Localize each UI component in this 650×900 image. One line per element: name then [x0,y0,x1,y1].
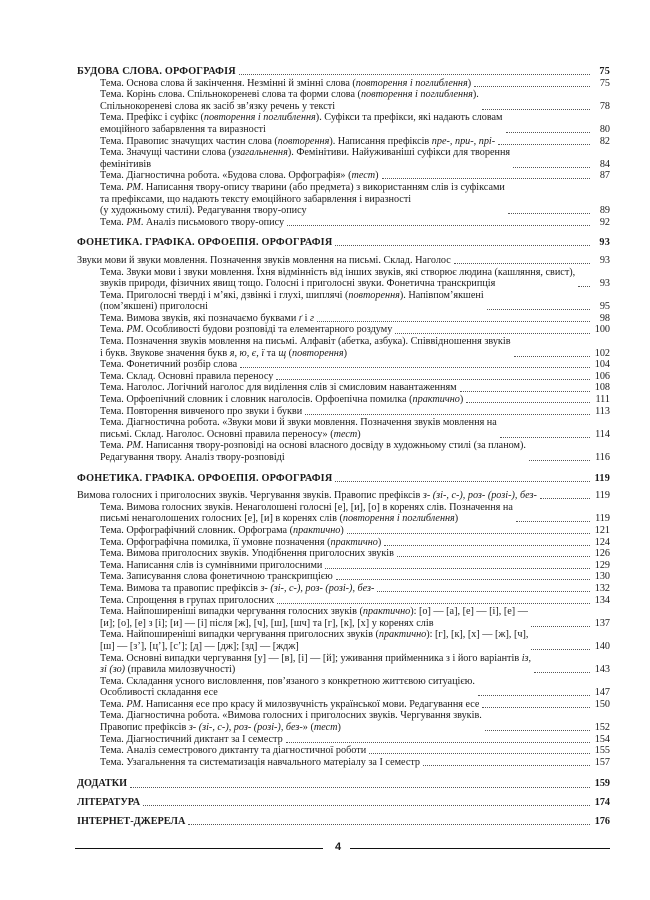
toc-entry-topic [77,371,610,383]
toc-entry-page: 126 [594,548,610,560]
toc-entry-topic [77,440,610,463]
dot-leader [382,178,591,179]
toc-entry-title: Тема. РМ. Написання твору-розповіді на основі власного досвіду в художньому стилі (за планом). Редагування твору. Аналіз твору-розповіді [100,440,526,463]
toc-entry-section [77,66,610,78]
toc-entry-topic [77,629,610,652]
toc-entry-page: 75 [599,77,610,89]
toc-entry-page: 130 [594,571,610,583]
toc-entry-section [77,473,610,485]
toc-entry-page: 154 [594,733,610,745]
toc-entry-topic [77,699,610,711]
toc-entry-title: ІНТЕРНЕТ-ДЖЕРЕЛА [77,815,186,827]
dot-leader [514,356,590,357]
toc-entry-page: 150 [594,698,610,710]
toc-entry-page: 108 [594,382,610,394]
toc-entry-page: 92 [599,216,610,228]
toc-entry-page: 129 [594,559,610,571]
toc-entry-page: 84 [599,158,610,170]
toc-entry-page: 87 [599,170,610,182]
toc-entry-page: 143 [594,664,610,676]
toc-entry-topic [77,324,610,336]
toc-entry-title: Тема. РМ. Написання есе про красу й милозвучність української мови. Редагування есе [100,698,480,710]
dot-leader [325,568,590,569]
dot-leader [485,730,590,731]
dot-leader [347,533,590,534]
toc-entry-topic [77,560,610,572]
toc-entry-title: Тема. Орфоепічний словник і словник наголосів. Орфоепічна помилка (практично) [100,394,464,406]
toc-entry-page: 89 [599,205,610,217]
toc-entry-title: Тема. Основа слова й закінчення. Незмінні й змінні слова (повторення і поглиблення) [100,77,472,89]
toc-entry-page: 75 [599,66,610,77]
toc-entry-page: 119 [594,472,610,484]
dot-leader [508,213,590,214]
toc-entry-title: Тема. Основні випадки чергування [у] — [в], [і] — [й]; уживання прийменника з і його варіантів із, зі (зо) (правила милозвучності) [100,652,532,676]
dot-leader [335,481,590,482]
toc-entry-page: 155 [594,745,610,757]
toc-entry-topic [77,710,610,733]
toc-entry-page: 95 [599,301,610,313]
dot-leader [239,74,590,75]
dot-leader [423,765,590,766]
toc-entry-appendix [77,797,610,809]
toc-entry-page: 98 [599,312,610,324]
dot-leader [277,603,590,604]
toc-entry-page: 93 [599,254,610,266]
toc-entry-title: Тема. Повторення вивченого про звуки і букви [100,405,303,417]
toc-entry-topic [77,606,610,629]
toc-entry-page: 159 [594,778,610,790]
toc-entry-title: Тема. Орфографічний словник. Орфограма (практично) [100,524,344,536]
toc-entry-topic [77,336,610,359]
toc-entry-page: 140 [594,640,610,652]
toc-entry-title: Вимова голосних і приголосних звуків. Чергування звуків. Правопис префіксів з- (зі-, с-), роз- (розі-), без- [77,490,537,502]
toc-entry-topic [77,217,610,229]
toc-entry-topic [77,525,610,537]
dot-leader [335,245,590,246]
dot-leader [369,753,590,754]
toc-entry-topic [77,394,610,406]
toc-entry-topic [77,89,610,112]
toc-entry-title: Тема. Спрощення в групах приголосних [100,594,275,606]
toc-entry-topic [77,182,610,217]
dot-leader [500,437,590,438]
toc-entry-page: 113 [595,405,610,417]
toc-entry-page: 121 [594,524,610,536]
toc-entry-group [77,255,610,267]
toc-entry-topic [77,757,610,769]
toc-entry-title: Тема. Вимова звуків, які позначаємо буквами ґ і г [100,312,315,324]
toc-entry-page: 132 [594,582,610,594]
toc-entry-title: Тема. Аналіз семестрового диктанту та діагностичної роботи [100,745,367,757]
toc-entry-page: 116 [595,452,610,463]
toc-entry-page: 111 [595,394,610,406]
toc-entry-page: 106 [594,370,610,382]
dot-leader [578,286,590,287]
toc-entry-page: 93 [599,237,610,249]
dot-leader [240,367,590,368]
toc-entry-topic [77,406,610,418]
toc-entry-title: Тема. Корінь слова. Спільнокореневі слова та форми слова (повторення і поглиблення). Спільнокореневі слова як засіб зв’язку речень у тексті [100,89,479,112]
dot-leader [286,742,590,743]
toc-entry-topic [77,571,610,583]
toc-entry-title: Тема. Записування слова фонетичною транскрипцією [100,571,333,583]
dot-leader [188,824,590,825]
toc-entry-title: Тема. Складання усного висловлення, пов’язаного з конкретною життєвою ситуацією. Особливості складання есе [100,675,475,699]
toc-entry-page: 102 [594,347,610,359]
dot-leader [487,309,590,310]
toc-entry-title: Тема. Діагностична робота. «Звуки мови й звуки мовлення. Позначення звуків мовлення на письмі. Склад. Наголос. Основні правила переносу» (тест) [100,417,497,440]
dot-leader [305,414,590,415]
dot-leader [482,109,590,110]
toc-entry-title: Тема. Діагностичний диктант за I семестр [100,733,283,745]
dot-leader [384,545,590,546]
toc-entry-page: 80 [599,123,610,135]
toc-entry-title: Звуки мови й звуки мовлення. Позначення звуків мовлення на письмі. Склад. Наголос [77,254,451,266]
toc-entry-topic [77,417,610,440]
toc-entry-topic [77,595,610,607]
toc-entry-topic [77,583,610,595]
toc-entry-title: Тема. Склад. Основні правила переносу [100,370,274,382]
toc-entry-page: 78 [599,100,610,112]
toc-entry-title: Тема. Вимова голосних звуків. Ненаголошені голосні [е], [и], [о] в коренях слів. Позначення на письмі ненаголошених голосних [е], [и] в коренях слів (повторення і поглиблення) [100,501,513,525]
toc-entry-topic [77,653,610,676]
toc-entry-title: ДОДАТКИ [77,778,128,790]
toc-entry-page: 124 [594,536,610,548]
toc-entry-title: Тема. Діагностична робота. «Будова слова. Орфографія» (тест) [100,170,379,182]
toc-entry-page: 82 [599,135,610,147]
dot-leader [513,167,590,168]
dot-leader [478,695,590,696]
dot-leader [534,672,590,673]
toc-entry-page: 100 [594,324,610,336]
toc-entry-topic [77,136,610,148]
dot-leader [454,263,590,264]
toc-entry-title: ФОНЕТИКА. ГРАФІКА. ОРФОЕПІЯ. ОРФОГРАФІЯ [77,237,333,249]
toc-entry-topic [77,502,610,525]
toc-entry-title: ФОНЕТИКА. ГРАФІКА. ОРФОЕПІЯ. ОРФОГРАФІЯ [77,472,333,484]
toc-entry-page: 93 [599,278,610,290]
footer-rule-left [75,848,323,849]
toc-entry-topic [77,548,610,560]
dot-leader [529,460,590,461]
toc-entry-title: Тема. Найпоширеніші випадки чергування голосних звуків (практично): [о] — [а], [е] — [і], [е] — [и]; [о], [е] з [і]; [и] — [і] після [ж], [ч], [ш], [шч] та [г], [к], [х] у коренях слів [100,606,528,629]
toc-entry-page: 157 [594,756,610,768]
dot-leader [460,391,590,392]
toc-entry-topic [77,290,610,313]
toc-entry-title: Тема. Правопис значущих частин слова (повторення). Написання префіксів пре-, при-, прі- [100,135,496,147]
dot-leader [287,225,590,226]
dot-leader [540,498,590,499]
toc-entry-title: Тема. Вимова та правопис префіксів з- (зі-, с-), роз- (розі-), без- [100,582,375,594]
dot-leader [395,333,590,334]
toc-entry-page: 174 [594,797,610,809]
toc-entry-topic [77,170,610,182]
toc-entry-topic [77,78,610,90]
toc-entry-topic [77,267,610,290]
toc-entry-title: БУДОВА СЛОВА. ОРФОГРАФІЯ [77,66,236,77]
toc-entry-title: Тема. Діагностична робота. «Вимова голосних і приголосних звуків. Чергування звуків. Правопис префіксів з- (зі-, с-), роз- (розі-), без-» (тест) [100,710,482,734]
footer-rule-right [350,848,610,849]
dot-leader [397,556,590,557]
dot-leader [317,321,590,322]
toc-entry-title: Тема. РМ. Написання твору-опису тварини (або предмета) з використанням слів із суфіксами та префіксами, що надають тексту емоційного забарвлення і виразності (у художньому стилі). Редагування твору-опису [100,181,505,217]
dot-leader [143,805,590,806]
toc-entry-page: 137 [594,617,610,629]
toc-entry-title: Тема. РМ. Особливості будови розповіді та елементарного роздуму [100,324,393,336]
dot-leader [516,521,590,522]
toc-entry-title: Тема. Наголос. Логічний наголос для виділення слів зі смисловим навантаженням [100,382,457,394]
toc-entry-section [77,237,610,249]
toc-entry-title: Тема. Найпоширеніші випадки чергування приголосних звуків (практично): [г], [к], [х] — [ж], [ч], [ш] — [з’], [ц’], [с’]; [д] — [дж]; [зд] — [ждж] [100,629,529,652]
toc-entry-page: 119 [595,513,610,525]
dot-leader [482,707,590,708]
dot-leader [531,649,590,650]
toc-entry-title: Тема. Вимова приголосних звуків. Уподібнення приголосних звуків [100,548,394,560]
dot-leader [506,132,591,133]
toc-entry-topic [77,676,610,699]
dot-leader [276,379,590,380]
toc-entry-page: 134 [594,594,610,606]
toc-entry-title: Тема. Узагальнення та систематизація навчального матеріалу за I семестр [100,756,421,768]
dot-leader [498,144,590,145]
toc-entry-topic [77,313,610,325]
toc-entry-topic [77,147,610,170]
toc-entry-appendix [77,778,610,790]
toc-entry-title: ЛІТЕРАТУРА [77,797,141,809]
dot-leader [474,86,590,87]
toc-entry-topic [77,537,610,549]
toc-entry-page: 104 [594,359,610,371]
toc-entry-topic [77,734,610,746]
toc-entry-title: Тема. Написання слів із сумнівними приголосними [100,559,323,571]
toc-entry-group [77,490,610,502]
dot-leader [466,402,590,403]
toc-entry-title: Тема. РМ. Аналіз письмового твору-опису [100,216,285,228]
toc-entry-page: 119 [595,490,610,502]
toc-entry-title: Тема. Префікс і суфікс (повторення і поглиблення). Суфікси та префікси, які надають словам емоційного забарвлення та виразності [100,112,503,135]
toc-entry-title: Тема. Звуки мови і звуки мовлення. Їхня відмінність від інших звуків, які створює людина (кашляння, свист), звуків природи, фізичних явищ тощо. Голосні і приголосні звуки. Фонетична транскрипція [100,266,576,290]
page-number: 4 [334,841,342,853]
toc-entry-topic [77,382,610,394]
toc-entry-title: Тема. Орфографічна помилка, її умовне позначення (практично) [100,536,382,548]
toc-entry-title: Тема. Приголосні тверді і м’які, дзвінкі і глухі, шиплячі (повторення). Напівпом’якшені (пом’якшені) приголосні [100,289,484,313]
dot-leader [377,591,590,592]
table-of-contents [77,66,610,827]
toc-entry-page: 152 [594,722,610,734]
toc-entry-topic [77,359,610,371]
toc-entry-title: Тема. Позначення звуків мовлення на письмі. Алфавіт (абетка, азбука). Співвідношення звуків і букв. Звукове значення букв я, ю, є, ї та щ (повторення) [100,336,511,359]
toc-entry-appendix [77,816,610,828]
toc-entry-title: Тема. Значущі частини слова (узагальнення). Фемінітиви. Найуживаніші суфікси для творення фемінітивів [100,147,511,170]
toc-entry-topic [77,745,610,757]
dot-leader [336,579,590,580]
toc-entry-title: Тема. Фонетичний розбір слова [100,359,238,371]
dot-leader [130,787,590,788]
toc-entry-page: 147 [594,687,610,699]
dot-leader [531,626,590,627]
toc-entry-page: 176 [594,815,610,827]
toc-entry-page: 114 [595,428,610,440]
toc-entry-topic [77,112,610,135]
